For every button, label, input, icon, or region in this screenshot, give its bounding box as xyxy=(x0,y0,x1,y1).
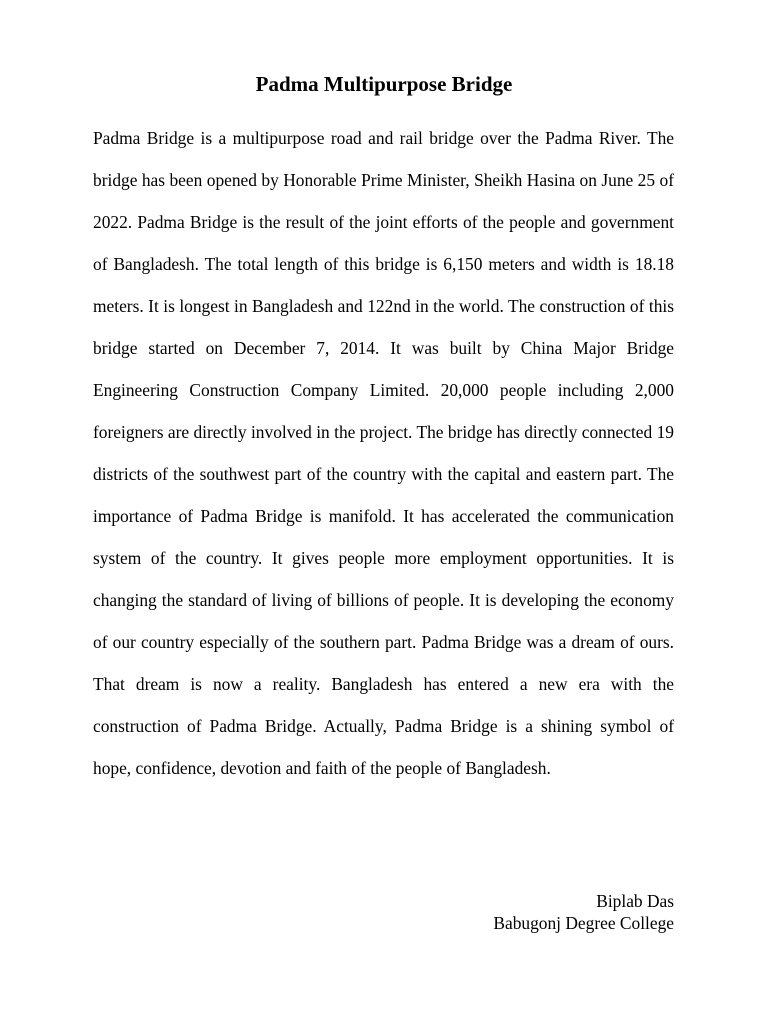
author-institution: Babugonj Degree College xyxy=(493,913,674,933)
signature-block xyxy=(0,890,674,934)
author-name: Biplab Das xyxy=(596,891,674,911)
document-title: Padma Multipurpose Bridge xyxy=(255,72,513,96)
body-paragraph: Padma Bridge is a multipurpose road and rail bridge over the Padma River. The bridge has been opened by Honorable Prime Minister, Sheikh Hasina on June 25 of 2022. Padma Bridge is the result of the joint efforts of the people and government of Bangladesh. The total length of this bridge is 6,150 meters and width is 18.18 meters. It is longest in Bangladesh and 122nd in the world. The construction of this bridge started on December 7, 2014. It was built by China Major Bridge Engineering Construction Company Limited. 20,000 people including 2,000 foreigners are directly involved in the project. The bridge has directly connected 19 districts of the southwest part of the country with the capital and eastern part. The importance of Padma Bridge is manifold. It has accelerated the communication system of the country. It gives people more employment opportunities. It is changing the standard of living of billions of people. It is developing the economy of our country especially of the southern part. Padma Bridge was a dream of ours. That dream is now a reality. Bangladesh has entered a new era with the construction of Padma Bridge. Actually, Padma Bridge is a shining symbol of hope, confidence, devotion and faith of the people of Bangladesh. xyxy=(93,128,674,778)
